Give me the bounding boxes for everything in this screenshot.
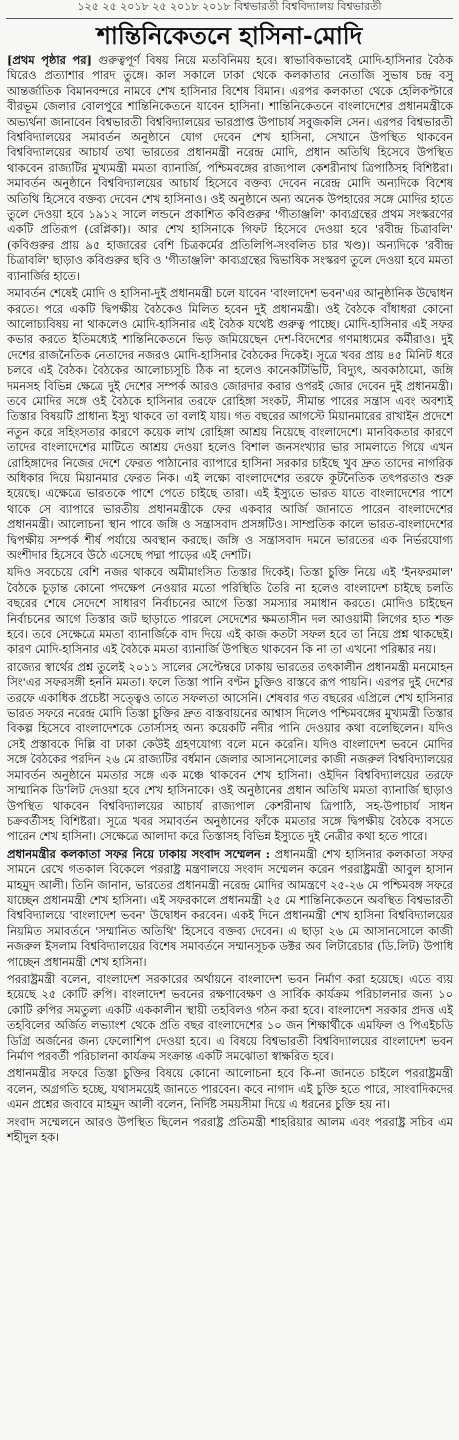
article-paragraph: রাজ্যের স্বার্থের প্রশ্ন তুলেই ২০১১ সালের সেপ্টেম্বরে ঢাকায় ভারতের তৎকালীন প্রধানমন্ত্রী মনমোহন সিং'এর সফরসঙ্গী হননি মমতা। ফলে তিস্তা পানি বণ্টন চুক্তিও বাস্তবে রূপ পায়নি। এরপর দুই দেশের তরফে একাধিক প্রচেষ্টা সত্ত্বেও তাতে সফলতা আসেনি। শেষবার গত বছরের এপ্রিলে শেখ হাসিনার ভারত সফরে নরেন্দ্র মোদি তিস্তা চুক্তির দ্রুত বাস্তবায়নের আশ্বাস দিলেও পশ্চিমবঙ্গের মুখ্যমন্ত্রী তিস্তার বিকল্প হিসেবে বাংলাদেশকে তোর্সাসহ অন্য কয়েকটি নদীর পানি দেওয়ার কথা বলেছিলেন। যদিও সেই প্রস্তাবকে দিল্লি বা ঢাকা কেউই গ্রহণযোগ্য বলে মনে করেনি। যদিও বাংলাদেশ ভবনে মোদির সঙ্গে বৈঠকের পরদিন ২৬ মে রাজ্যটির বর্ধমান জেলার আসানসোলের কাজী নজরুল বিশ্ববিদ্যালয়ের সমাবর্তন অনুষ্ঠানে মমতার সঙ্গে এক মঞ্চে থাকবেন শেখ হাসিনা। ওইদিন বিশ্ববিদ্যালয়ের তরফে সাম্মানিক ডি'লিট দেওয়া হবে শেখ হাসিনাকে। ওই অনুষ্ঠানের প্রধান অতিথি মমতা ব্যানার্জি ছাড়াও উপস্থিত থাকবেন বিশ্ববিদ্যালয়ের আচার্য রাজ্যপাল কেশরীনাথ ত্রিপাঠি, সহ-উপাচার্য সাধন চক্রবর্তীসহ বিশিষ্টরা। সূত্রে খবর সমাবর্তন অনুষ্ঠানের ফাঁকে মমতার সঙ্গে দ্বিপক্ষীয় বৈঠকে বসতে পারেন শেখ হাসিনা। সেক্ষেত্রে আলাদা করে তিস্তাসহ বিভিন্ন ইস্যুতে দুই নেত্রীর কথা হতে পারে। (7, 659, 453, 844)
paragraph-text: প্রধানমন্ত্রী শেখ হাসিনার কলকাতা সফর সামনে রেখে গতকাল বিকেলে পররাষ্ট্র মন্ত্রণালয়ে সংবাদ সম্মেলন করেন পররাষ্ট্রমন্ত্রী আবুল হাসান মাহমুদ আলী। তিনি জানান, ভারতের প্রধানমন্ত্রী নরেন্দ্র মোদির আমন্ত্রণে ২৫-২৬ মে পশ্চিমবঙ্গ সফরে যাচ্ছেন প্রধানমন্ত্রী শেখ হাসিনা। এই সফরকালে প্রধানমন্ত্রী ২৫ মে শান্তিনিকেতনে অবস্থিত বিশ্বভারতী বিশ্ববিদ্যালয়ে 'বাংলাদেশ ভবন' উদ্বোধন করবেন। একই দিনে প্রধানমন্ত্রী শেখ হাসিনা বিশ্ববিদ্যালয়ের নিয়মিত সমাবর্তনে 'সম্মানিত অতিথি' হিসেবে বক্তব্য দেবেন। এ ছাড়া ২৬ মে আসানসোলে কাজী নজরুল ইসলাম বিশ্ববিদ্যালয়ের বিশেষ সমাবর্তনে সম্মানসূচক ডক্টর অব লিটারেচার (ডি.লিট) উপাধি পাচ্ছেন প্রধানমন্ত্রী শেখ হাসিনা। (7, 846, 453, 969)
article-paragraph (7, 53, 453, 284)
article-paragraph: সমাবর্তন শেষেই মোদি ও হাসিনা-দুই প্রধানমন্ত্রী চলে যাবেন 'বাংলাদেশ ভবন'এর আনুষ্ঠানিক উদ্বোধন করতে। পরে একটি দ্বিপক্ষীয় বৈঠকেও মিলিত হবেন দুই প্রধানমন্ত্রী। ওই বৈঠকে বাঁধাধরা কোনো আলোচ্যবিষয় না থাকলেও মোদি-হাসিনার এই বৈঠক যথেষ্ট গুরুত্ব পাচ্ছে। মোদি-হাসিনার এই সফর কভার করতে ইতিমধ্যেই শান্তিনিকেতনে ভিড় জমিয়েছেন দেশ-বিদেশের গণমাধ্যমের কর্মীরাও। দুই দেশের রাজনৈতিক নেতাদের নজরও মোদি-হাসিনার বৈঠকের দিকেই। সূত্রে খবর প্রায় ৪৫ মিনিট ধরে চলবে এই বৈঠক। বৈঠকের আলোচ্যসূচি ঠিক না হলেও কানেকটিভিটি, বিদ্যুৎ, অবকাঠামো, জঙ্গি দমনসহ বিভিন্ন ক্ষেত্রে দুই দেশের সম্পর্ক আরও জোরদার করার ওপরই জোর দেবেন দুই প্রধানমন্ত্রী। তবে মোদির সঙ্গে ওই বৈঠকে হাসিনার তরফে রোহিঙ্গা সংকট, সীমান্ত পারের সন্ত্রাস এবং অবশ্যই তিস্তার বিষয়টি প্রাধান্য ইস্যু থাকবে তা বলাই যায়। গত বছরের আগস্টে মিয়ানমারের রাখাইন প্রদেশে নতুন করে সহিংসতার কারণে কয়েক লাখ রোহিঙ্গা আশ্রয় নিয়েছে বাংলাদেশে। মানবিকতার কারণে তাদের বাংলাদেশের মাটিতে আশ্রয় দেওয়া হলেও বিশাল জনসংখ্যার ভার সামলাতে গিয়ে এখন রোহিঙ্গাদের নিজের দেশে ফেরত পাঠানোর ব্যাপারে হাসিনা সরকার চাইছে খুব দ্রুত তাদের নাগরিক অধিকার দিয়ে মিয়ানমার ফেরত নিক। এই লক্ষ্যে বাংলাদেশের তরফে কূটনৈতিক তৎপরতাও শুরু হয়েছে। এক্ষেত্রে ভারতকে পাশে পেতে চাইছে তারা। এই ইস্যুতে ভারত যাতে বাংলাদেশের পাশে থাকে সে ব্যাপারে ভারতীয় প্রধানমন্ত্রীকে ফের একবার আর্জি জানাতে পারেন বাংলাদেশের প্রধানমন্ত্রী। আলোচনা স্থান পাবে জঙ্গি ও সন্ত্রাসবাদ প্রসঙ্গটিও। সাম্প্রতিক কালে ভারত-বাংলাদেশের দ্বিপক্ষীয় সম্পর্ক শীর্ষ পর্যায়ে অবস্থান করছে। জঙ্গি ও সন্ত্রাসবাদ দমনে ভারতের এক নির্ভরযোগ্য অংশীদার হিসেবে উঠে এসেছে পদ্মা পাড়ের এই দেশটি। (7, 286, 453, 562)
article-paragraph: যদিও সবচেয়ে বেশি নজর থাকবে অমীমাংসিত তিস্তার দিকেই। তিস্তা চুক্তি নিয়ে এই 'ইনফরমাল' বৈঠকে চূড়ান্ত কোনো পদক্ষেপ নেওয়ার মতো পরিস্থিতি তৈরি না হলেও বাংলাদেশ চাইছে চলতি বছরের শেষে সেদেশে সাধারণ নির্বাচনের আগে তিস্তা সমস্যার সমাধান করতে। মোদিও চাইছেন নির্বাচনের আগে তিস্তার জট ছাড়াতে পারলে সেদেশের ক্ষমতাসীন দল আওয়ামী লিগের হাত শক্ত হবে। তবে সেক্ষেত্রে মমতা ব্যানার্জিকে বাদ দিয়ে এই কাজ কতটা সফল হবে তা নিয়ে প্রশ্ন থাকছেই। কারণ মোদি-হাসিনার এই বৈঠকে মমতা ব্যানার্জি উপস্থিত থাকবেন কি না তা এখনো পরিষ্কার নয়। (7, 565, 453, 657)
headline: শান্তিনিকেতনে হাসিনা-মোদি (96, 21, 363, 50)
continued-tag: [প্রথম পৃষ্ঠার পর] (7, 53, 92, 67)
article-paragraph: সংবাদ সম্মেলনে আরও উপস্থিত ছিলেন পররাষ্ট্র প্রতিমন্ত্রী শাহরিয়ার আলম এবং পররাষ্ট্র সচিব এম শহীদুল হক। (7, 1114, 453, 1145)
clipped-top-line: ১২৫ ২৫ ২০১৮ ২৫ ২০১৮ ২০১৮ বিশ্বভারতী বিশ্ববিদ্যালয় বিশ্বভারতী (77, 0, 382, 13)
subhead-press-conference: প্রধানমন্ত্রীর কলকাতা সফর নিয়ে ঢাকায় সংবাদ সম্মেলন : (7, 846, 270, 861)
article-paragraph: প্রধানমন্ত্রীর সফরে তিস্তা চুক্তির বিষয়ে কোনো আলোচনা হবে কি-না জানতে চাইলে পররাষ্ট্রমন্ত্রী বলেন, অগ্রগতি হচ্ছে, যথাসময়েই জানতে পারবেন। কবে নাগাদ এই চুক্তি হতে পারে, সাংবাদিকদের এমন প্রশ্নের জবাবে মাহমুদ আলী বলেন, নির্দিষ্ট সময়সীমা দিয়ে এ ধরনের চুক্তি হয় না। (7, 1066, 453, 1112)
article-body (0, 53, 459, 1145)
article-paragraph: পররাষ্ট্রমন্ত্রী বলেন, বাংলাদেশ সরকারের অর্থায়নে বাংলাদেশ ভবন নির্মাণ করা হয়েছে। এতে ব্যয় হয়েছে ২৫ কোটি রুপি। বাংলাদেশ ভবনের রক্ষণাবেক্ষণ ও সার্বিক কার্যক্রম পরিচালনার জন্য ১০ কোটি রুপির সমতুল্য একটি এককালীন স্থায়ী তহবিলও গঠন করা হবে। বাংলাদেশ সরকার প্রদত্ত এই তহবিলের অর্জিত লভ্যাংশ থেকে প্রতি বছর বাংলাদেশের ১০ জন শিক্ষার্থীকে এমফিল ও পিএইচডি ডিগ্রি অর্জনের জন্য ফেলোশিপ দেওয়া হবে। এ বিষয়ে বিশ্বভারতী বিশ্ববিদ্যালয়ের বাংলাদেশ ভবন নির্মাণ পরবর্তী পরিচালনা কার্যক্রম সংক্রান্ত একটি সমঝোতা স্বাক্ষরিত হবে। (7, 971, 453, 1063)
divider (6, 18, 453, 19)
article-paragraph (7, 847, 453, 970)
paragraph-text: গুরুত্বপূর্ণ বিষয় নিয়ে মতবিনিময় হবে। স্বাভাবিকভাবেই মোদি-হাসিনার বৈঠক ঘিরেও প্রত্যাশার পারদ তুঙ্গে। কাল সকালে ঢাকা থেকে কলকাতার নেতাজি সুভাষ চন্দ্র বসু আন্তর্জাতিক বিমানবন্দরে নামবে শেখ হাসিনার বিশেষ বিমান। এরপর কলকাতা থেকে হেলিকপ্টারে বীরভূম জেলার বোলপুরে শান্তিনিকেতনে যাবেন হাসিনা। শান্তিনিকেতনে বাংলাদেশের প্রধানমন্ত্রীকে অভ্যর্থনা জানাবেন বিশ্বভারতী বিশ্ববিদ্যালয়ের ভারপ্রাপ্ত উপাচার্য সবুজকলি সেন। এরপর বিশ্বভারতী বিশ্ববিদ্যালয়ের সমাবর্তন অনুষ্ঠানে যোগ দেবেন শেখ হাসিনা, সেখানে উপস্থিত থাকবেন বিশ্ববিদ্যালয়ের আচার্য তথা ভারতের প্রধানমন্ত্রী নরেন্দ্র মোদি, প্রধান অতিথি হিসেবে উপস্থিত থাকবেন রাজ্যটির মুখ্যমন্ত্রী মমতা ব্যানার্জি, পশ্চিমবঙ্গের রাজ্যপাল কেশরীনাথ ত্রিপাঠিসহ বিশিষ্টরা। সমাবর্তন অনুষ্ঠানে বিশ্ববিদ্যালয়ের আচার্য হিসেবে বক্তব্য দেবেন নরেন্দ্র মোদি অন্যদিকে বিশেষ অতিথি হিসেবে বক্তব্য দেবেন শেখ হাসিনাও। ওই অনুষ্ঠানে অন্য অনেক উপহারের সঙ্গে মোদির হাতে তুলে দেওয়া হবে ১৯১২ সালে লন্ডনে প্রকাশিত কবিগুরুর 'গীতাঞ্জলি' কাব্যগ্রন্থের প্রথম সংস্করণের একটি প্রতিরূপ (রেপ্লিকা)। আর শেখ হাসিনাকে গিফট হিসেবে দেওয়া হবে 'রবীন্দ্র চিত্রাবলি' (কবিগুরুর প্রায় ৯৫ হাজারের বেশি চিত্রকর্মের প্রতিলিপি-সংবলিত চার খণ্ড)। অন্যদিকে 'রবীন্দ্র চিত্রাবলি' ছাড়াও কবিগুরুর ছবি ও 'গীতাঞ্জলি' কাব্যগ্রন্থের দ্বিভাষিক সংস্করণ তুলে দেওয়া হবে মমতা ব্যানার্জির হাতে। (7, 53, 453, 283)
